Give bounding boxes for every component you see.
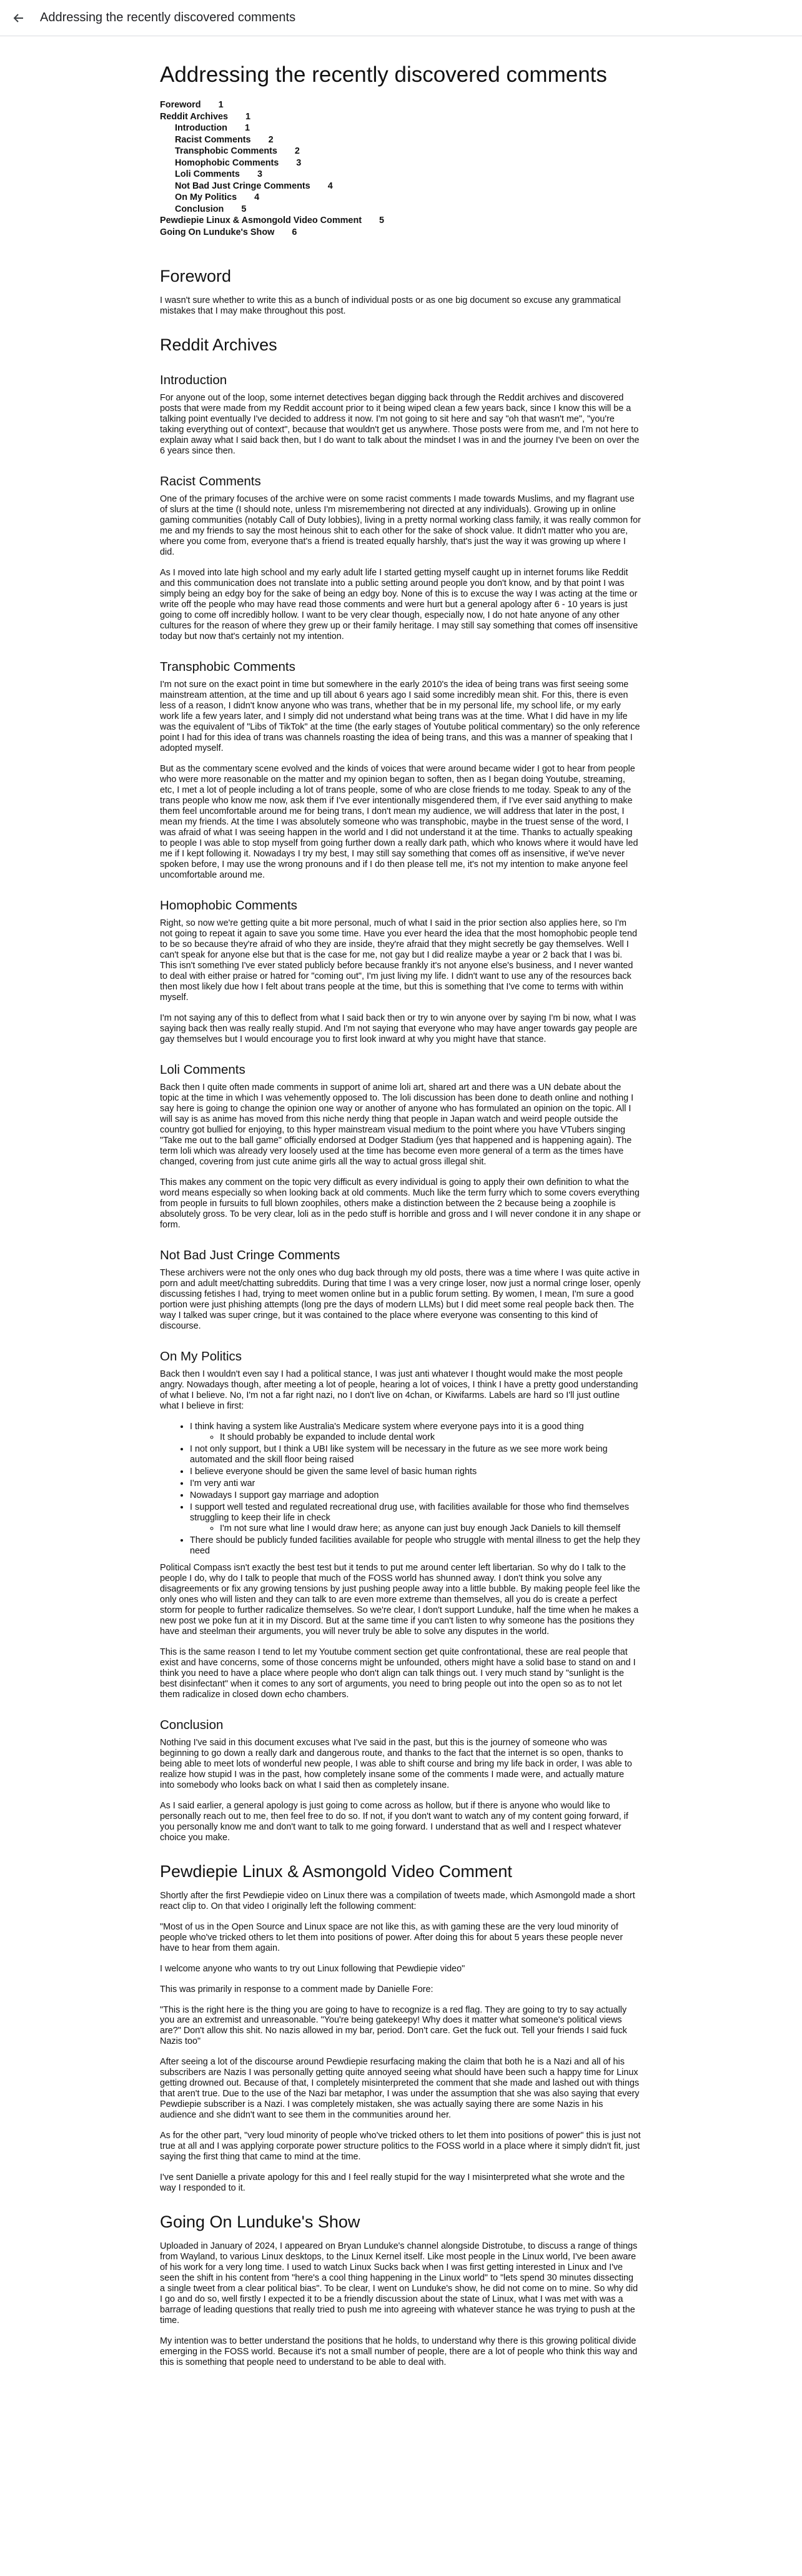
list-item: • I think having a system like Australia's Medicare system where everyone pays into it is a good thing ◦ It should probably be expanded to include dental work: [190, 1422, 641, 1443]
list-item: • I not only support, but I think a UBI like system will be necessary in the future as we see more work being automated and the skill floor being raised: [190, 1444, 641, 1465]
section-heading-introduction: Introduction: [160, 372, 227, 387]
paragraph: I wasn't sure whether to write this as a bunch of individual posts or as one big document so excuse any grammatical mistakes that I may make throughout this post.: [160, 295, 621, 317]
paragraph: I'm not sure on the exact point in time but somewhere in the early 2010's the idea of being trans was first seeing some mainstream attention, at the time and up till about 6 years ago I said some incredibly mean shit. For this, there is even less of a reason, I didn't know anyone who was trans, whether that be in my personal life, my school life, or my early work life a few years later, and I simply did not understand what being trans was at the time. What I did have in my life was the equivalent of "Libs of TikTok" at the time (the early stages of Youtube political commentary) so the only reference point I had for this idea of trans was channels roasting the idea of being trans, and this was a manner of speaking that I adopted myself.: [160, 680, 640, 754]
paragraph: But as the commentary scene evolved and the kinds of voices that were around became wider I got to hear from people who were more reasonable on the matter and my opinion began to soften, then as I began doing Youtube, streaming, etc, I met a lot of people including a lot of trans people, some of who are close friends to me today. Speak to any of the trans people who know me now, ask them if I've ever intentionally misgendered them, if I've ever said anything to make them feel uncomfortable around me for being trans, I don't mean my audience, we will address that later in the post, I mean my friends. At the time I was absolutely someone who was transphobic, maybe in the truest sense of the word, I was afraid of what I was seeing happen in the world and I did not understand it at the time. Thanks to actually speaking to people I was able to stop myself from going further down a really dark path, which who knows where it would have led me if I kept following it. Nowadays I try my best, I may still say something that comes off as insensitive, if we've never spoken before, I may use the wrong pronouns and if I do then please tell me, it's not my intention to make anyone feel uncomfortable around me.: [160, 764, 638, 880]
paragraph: "This is the right here is the thing you are going to have to recognize is a red flag. They are going to try to say actually you are an extremist and unreasonable. "You're being gatekeepy! Why does it matter what someone's political views are?" Don't allow this shit. No nazis allowed in my bar, period. Don't care. Get the fuck out. Tell your friends I said fuck Nazis too": [160, 2004, 627, 2047]
paragraph: One of the primary focuses of the archive were on some racist comments I made towards Muslims, and my flagrant use of slurs at the time (I should note, unless I'm misremembering not directed at any individuals). Growing up in online gaming communities (notably Call of Duty lobbies), living in a pretty normal working class family, it was really common for me and my friends to say the most heinous shit to each other for the sake of shock value. It didn't matter who you are, where you come from, everyone that's a friend is treated equally harshly, that's just the way it was growing up where I did.: [160, 494, 641, 558]
toc-item[interactable]: Introduction 1: [175, 123, 250, 134]
paragraph: This was primarily in response to a comment made by Danielle Fore:: [160, 1984, 433, 1994]
list-item: ◦ I'm not sure what line I would draw here; as anyone can just buy enough Jack Daniels to kill themself: [220, 1523, 641, 1534]
toc-item[interactable]: Transphobic Comments 2: [175, 146, 300, 157]
section-heading-cringe-comments: Not Bad Just Cringe Comments: [160, 1247, 340, 1262]
list-item: • I believe everyone should be given the same level of basic human rights: [190, 1467, 641, 1477]
paragraph: These archivers were not the only ones who dug back through my old posts, there was a time where I was quite active in porn and adult meet/chatting subreddits. During that time I was a very cringe loser, now just a normal cringe loser, openly discussing fetishes I had, trying to meet women online but in a public forum setting. By women, I mean, I'm sure a good portion were just phishing attempts (long pre the days of modern LLMs) but I did meet some real people back then. The way I talked was super cringe, but it was contained to the place where everyone was consenting to this kind of discourse.: [160, 1268, 641, 1331]
paragraph: My intention was to better understand the positions that he holds, to understand why there is this growing political divide emerging in the FOSS world. Because it's not a small number of people, there are a lot of people who think this way and this is something that people need to understand to be able to deal with.: [160, 2336, 638, 2367]
toc-item[interactable]: Not Bad Just Cringe Comments 4: [175, 181, 333, 191]
paragraph: Shortly after the first Pewdiepie video on Linux there was a compilation of tweets made, which Asmongold made a short react clip to. On that video I originally left the following comment:: [160, 1890, 635, 1911]
page-title: Addressing the recently discovered comments: [160, 62, 607, 87]
paragraph: As I said earlier, a general apology is just going to come across as hollow, but if there is anyone who would like to personally reach out to me, then feel free to do so. If not, if you don't want to watch any of my content going forward, if you personally know me and don't want to talk to me going forward. I understand that as well and I respect whatever choice you make.: [160, 1800, 628, 1843]
back-arrow-icon[interactable]: [10, 9, 27, 27]
section-heading-transphobic-comments: Transphobic Comments: [160, 659, 295, 674]
paragraph: I welcome anyone who wants to try out Linux following that Pewdiepie video": [160, 1963, 465, 1974]
list-item: ◦ It should probably be expanded to include dental work: [220, 1432, 641, 1443]
paragraph: "Most of us in the Open Source and Linux space are not like this, as with gaming these are the very loud minority of people who've tricked others to let them into positions of power. After doing this for about 5 years these people never have to hear from them again.: [160, 1921, 623, 1953]
paragraph: After seeing a lot of the discourse around Pewdiepie resurfacing making the claim that both he is a Nazi and all of his subscribers are Nazis I was personally getting quite annoyed seeing what should have been such a happy time for Linux getting drowned out. Because of that, I completely misinterpreted the comment that she made and lashed out with things that aren't true. Due to the use of the Nazi bar metaphor, I was under the assumption that she was also saying that every Pewdiepie subscriber is a Nazi. I was completely mistaken, she was actually saying there are some Nazis in his audience and she didn't want to see them in the communities around her.: [160, 2057, 640, 2121]
paragraph: This makes any comment on the topic very difficult as every individual is going to apply their own definition to what the word means especially so when looking back at old comments. Much like the term furry which to some covers everything from people in fursuits to full blown zoophiles, others make a distinction between the 2 because being a zoophile is absolutely gross. To be very clear, loli as in the pedo stuff is horrible and gross and I will never condone it in any shape or form.: [160, 1177, 641, 1230]
toc-item[interactable]: Conclusion 5: [175, 204, 247, 214]
paragraph: I'm not saying any of this to deflect from what I said back then or try to win anyone over by saying I'm bi now, what I was saying back then was really really stupid. And I'm not saying that everyone who may have anger towards gay people are gay themselves but I would encourage you to first look inward at why you might have that stance.: [160, 1013, 638, 1044]
list-item: • I support well tested and regulated recreational drug use, with facilities available for those who find themselves struggling to keep their life in check ◦ I'm not sure what line I would draw here; as anyone can just buy enough Jack Daniels to kill themself: [190, 1502, 641, 1534]
toc-item[interactable]: Reddit Archives 1: [160, 111, 251, 122]
section-heading-pewdiepie: Pewdiepie Linux & Asmongold Video Comment: [160, 1861, 512, 1881]
politics-list: [160, 1422, 641, 1557]
paragraph: Uploaded in January of 2024, I appeared on Bryan Lunduke's channel alongside Distrotube, to discuss a range of things from Wayland, to various Linux desktops, to the Linux Kernel itself. Like most people in the Linux world, I've been aware of his work for a very long time. I used to watch Linux Sucks back when I was first getting interested in Linux and I've seen the shift in his content from "here's a cool thing happening in the Linux world" to "lets spend 30 minutes dissecting a single tweet from a clear political bias". To be clear, I went on Lunduke's show, he did not come on to mine. So why did I go and do so, well firstly I expected it to be a friendly discussion about the state of Linux, what I was met with was a barrage of leading questions that really tried to push me into agreeing with whatever stance he was trying to push at the time.: [160, 2241, 638, 2326]
section-heading-on-my-politics: On My Politics: [160, 1349, 242, 1364]
paragraph: Political Compass isn't exactly the best test but it tends to put me around center left libertarian. So why do I talk to the people I do, why do I talk to people that much of the FOSS world has shunned away. I don't think you solve any disagreements or fix any growing tensions by just pushing people away into a little bubble. By making people feel like the only ones who will listen and they can talk to are even more extreme than themselves, all you do is create a perfect storm for people to further radicalize themselves. So we're clear, I don't support Lunduke, half the time when he makes a new post we poke fun at it in my Discord. But at the same time if you can't listen to why someone has the positions they have and steelman their arguments, you will never truly be able to solve any disputes in the world.: [160, 1562, 640, 1637]
list-item: • I'm very anti war: [190, 1479, 641, 1489]
toc-item[interactable]: Loli Comments 3: [175, 169, 262, 180]
paragraph: Nothing I've said in this document excuses what I've said in the past, but this is the journey of someone who was beginning to go down a really dark and dangerous route, and thanks to the fact that the internet is so open, thanks to being able to meet lots of wonderful new people, I was able to shift course and bring my life back in order, I was able to realize how stupid I was in the past, how completely insane some of the comments I made were, and actually mature into somebody who looks back on what I said then as completely insane.: [160, 1737, 632, 1790]
paragraph: Right, so now we're getting quite a bit more personal, much of what I said in the prior section also applies here, so I'm not going to repeat it again to save you some time. Have you ever heard the idea that the most homophobic people tend to be so because they're afraid of who they are inside, they're afraid that they might secretly be gay themselves. Well I can't speak for anyone else but that is the case for me, not gay but I did realize maybe a year or 2 back that I was bi. This isn't something I've ever stated publicly before because frankly it's not anyone else's business, and I never wanted to deal with either praise or hatred for "coming out", I'm just living my life. I didn't want to use any of the resources back then most likely due how I felt about trans people at the time, but this is something that I've come to terms with within myself.: [160, 918, 637, 1003]
top-bar: [0, 0, 802, 36]
toc-item[interactable]: Pewdiepie Linux & Asmongold Video Comment 5: [160, 215, 385, 226]
paragraph: This is the same reason I tend to let my Youtube comment section get quite confrontational, these are real people that exist and have concerns, some of those concerns might be unfounded, others might have a solid base to stand on and I think you need to have a place where people who don't align can talk things out. I very much stand by "sunlight is the best disinfectant" when it comes to any sort of arguments, you need to bring people out into the open so as to not let them radicalize in closed down echo chambers.: [160, 1647, 636, 1700]
section-heading-racist-comments: Racist Comments: [160, 473, 261, 488]
document-title-bar: Addressing the recently discovered comments: [40, 11, 296, 24]
section-heading-foreword: Foreword: [160, 267, 232, 286]
section-heading-conclusion: Conclusion: [160, 1717, 224, 1732]
section-heading-lunduke: Going On Lunduke's Show: [160, 2212, 360, 2232]
toc-item[interactable]: On My Politics 4: [175, 192, 260, 203]
list-item: • There should be publicly funded facilities available for people who struggle with mental illness to get the help they need: [190, 1535, 641, 1557]
paragraph: Back then I quite often made comments in support of anime loli art, shared art and there was a UN debate about the topic at the time in which I was vehemently opposed to. The loli discussion has been done to death online and nothing I say here is going to change the opinion one way or another of anyone who has formulated an opinion on the topic. All I will say is as anime has moved from this niche nerdy thing that people in Japan watch and weird people outside the country got bullied for enjoying, to this hyper mainstream visual medium to the point where you have VTubers singing "Take me out to the ball game" officially endorsed at Dodger Stadium (yes that happened and is happening again). The term loli which was already very loosely used at the time has become even more general of a term as the times have changed, covering from just cute anime girls all the way to actual gross illegal shit.: [160, 1082, 634, 1167]
section-heading-loli-comments: Loli Comments: [160, 1062, 245, 1077]
toc-item[interactable]: Going On Lunduke's Show 6: [160, 227, 297, 237]
paragraph: As for the other part, "very loud minority of people who've tricked others to let them into positions of power" this is just not true at all and I was applying corporate power structure politics to the FOSS world in a place where it simply didn't fit, just saying the first thing that came to mind at the time.: [160, 2131, 641, 2162]
toc-item[interactable]: Homophobic Comments 3: [175, 157, 302, 168]
list-item: • Nowadays I support gay marriage and adoption: [190, 1490, 641, 1501]
section-heading-reddit-archives: Reddit Archives: [160, 335, 277, 355]
toc-item[interactable]: Racist Comments 2: [175, 134, 274, 145]
section-heading-homophobic-comments: Homophobic Comments: [160, 898, 297, 913]
paragraph: I've sent Danielle a private apology for this and I feel really stupid for the way I misinterpreted what she wrote and the way I responded to it.: [160, 2172, 625, 2194]
table-of-contents: [160, 99, 641, 238]
document-page: [160, 62, 641, 2378]
toc-item[interactable]: Foreword 1: [160, 100, 224, 111]
paragraph: For anyone out of the loop, some internet detectives began digging back through the Reddit archives and discovered posts that were made from my Reddit account prior to it being wiped clean a few years back, since I know this will be a talking point eventually I've decided to address it now. I'm not going to sit here and say "oh that wasn't me", "you're taking everything out of context", because that wouldn't get us anywhere. Those posts were from me, and I'm not here to explain away what I said back then, but I do want to talk about the mindset I was in and the journey I've been on over the 6 years since then.: [160, 393, 640, 456]
paragraph: Back then I wouldn't even say I had a political stance, I was just anti whatever I thought would make the most people angry. Nowadays though, after meeting a lot of people, hearing a lot of voices, I think I have a pretty good understanding of what I believe. No, I'm not a far right nazi, no I don't live on 4chan, or Kiwifarms. Labels are hard so I'll just outline what I believe in first:: [160, 1369, 638, 1412]
paragraph: As I moved into late high school and my early adult life I started getting myself caught up in internet forums like Reddit and this communication does not translate into a public setting around people you don't know, and by that point I was simply being an edgy boy for the sake of being an edgy boy. None of this is to excuse the way I was acting at the time or write off the people who may have read those comments and were hurt but a general apology after 6 - 10 years is just going to come off incredibly hollow. I want to be very clear though, especially now, I do not hate anyone of any other cultures for the reason of where they grew up or their family heritage. I may still say something that comes off insensitive today but now that's certainly not my intention.: [160, 568, 638, 642]
